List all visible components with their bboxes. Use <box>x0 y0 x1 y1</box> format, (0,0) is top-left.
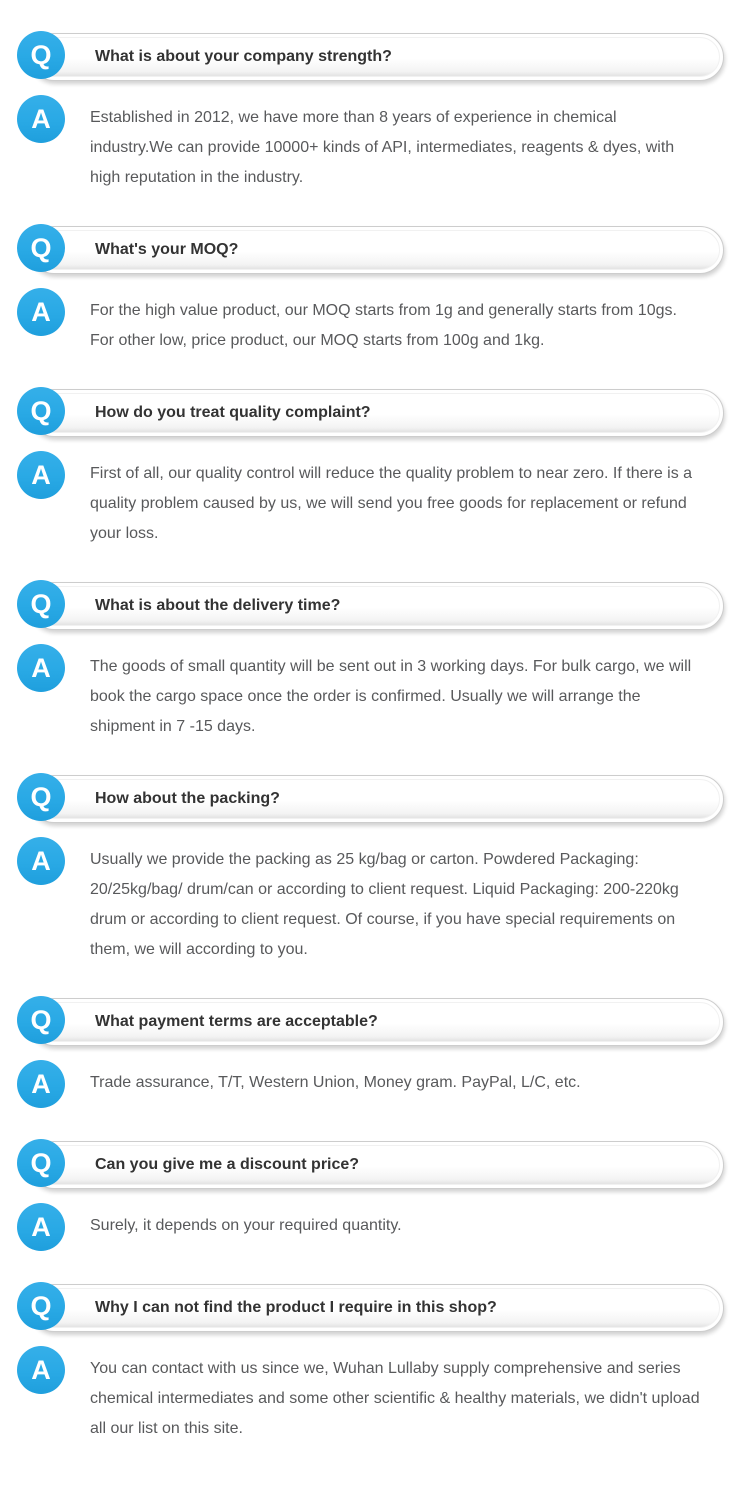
answer-row <box>17 296 724 356</box>
question-pill <box>30 33 724 81</box>
answer-badge-letter: A <box>31 1212 51 1242</box>
question-badge-letter: Q <box>30 1291 52 1321</box>
answer-badge-letter: A <box>31 460 51 490</box>
question-badge-icon <box>17 773 65 821</box>
question-badge-icon <box>17 580 65 628</box>
question-pill <box>30 582 724 630</box>
question-badge-letter: Q <box>30 233 52 263</box>
faq-item <box>17 582 724 742</box>
answer-text: For the high value product, our MOQ starts from 1g and generally starts from 10gs. For other low, price product, our MOQ starts from 100g and 1kg. <box>90 302 677 349</box>
question-pill <box>30 226 724 274</box>
answer-badge-icon <box>17 644 65 692</box>
question-text: What payment terms are acceptable? <box>34 1002 720 1042</box>
question-badge-letter: Q <box>30 1005 52 1035</box>
question-pill <box>30 998 724 1046</box>
answer-text: The goods of small quantity will be sent out in 3 working days. For bulk cargo, we will book the cargo space once the order is confirmed. Usually we will arrange the shipment in 7 -15 days. <box>90 658 692 735</box>
answer-row <box>17 103 724 193</box>
question-text: What's your MOQ? <box>34 230 720 270</box>
faq-item <box>17 1284 724 1444</box>
faq-item <box>17 1141 724 1251</box>
answer-badge-icon <box>17 288 65 336</box>
answer-row <box>17 459 724 549</box>
question-text: Can you give me a discount price? <box>34 1145 720 1185</box>
answer-badge-icon <box>17 837 65 885</box>
answer-badge-letter: A <box>31 1069 51 1099</box>
answer-row <box>17 845 724 965</box>
answer-text: Established in 2012, we have more than 8 years of experience in chemical industry.We can provide 10000+ kinds of API, intermediates, reagents & dyes, with high reputation in the industry. <box>90 109 675 186</box>
question-text: What is about the delivery time? <box>34 586 720 626</box>
answer-badge-icon <box>17 1060 65 1108</box>
question-badge-icon <box>17 387 65 435</box>
answer-row <box>17 1211 724 1251</box>
answer-row <box>17 1354 724 1444</box>
question-badge-letter: Q <box>30 40 52 70</box>
question-row <box>17 33 724 81</box>
answer-text: Usually we provide the packing as 25 kg/bag or carton. Powdered Packaging: 20/25kg/bag/ drum/can or according to client request. Liquid Packaging: 200-220kg drum or according to client request. Of course, if you have special requirements on them, we will according to you. <box>90 851 679 958</box>
faq-item <box>17 226 724 356</box>
question-row <box>17 582 724 630</box>
question-badge-icon <box>17 1282 65 1330</box>
question-badge-letter: Q <box>30 589 52 619</box>
answer-row <box>17 1068 724 1108</box>
faq-item <box>17 33 724 193</box>
answer-badge-letter: A <box>31 653 51 683</box>
question-badge-icon <box>17 31 65 79</box>
answer-text: First of all, our quality control will reduce the quality problem to near zero. If there is a quality problem caused by us, we will send you free goods for replacement or refund your loss. <box>90 465 693 542</box>
faq-item <box>17 775 724 965</box>
question-text: How do you treat quality complaint? <box>34 393 720 433</box>
question-badge-icon <box>17 996 65 1044</box>
answer-badge-icon <box>17 1203 65 1251</box>
faq-item <box>17 389 724 549</box>
answer-badge-letter: A <box>31 1355 51 1385</box>
answer-badge-icon <box>17 1346 65 1394</box>
question-row <box>17 1141 724 1189</box>
faq-item <box>17 998 724 1108</box>
question-badge-letter: Q <box>30 782 52 812</box>
answer-badge-icon <box>17 95 65 143</box>
question-pill <box>30 1141 724 1189</box>
answer-text: Trade assurance, T/T, Western Union, Money gram. PayPal, L/C, etc. <box>90 1074 581 1091</box>
question-pill <box>30 775 724 823</box>
question-row <box>17 998 724 1046</box>
question-text: What is about your company strength? <box>34 37 720 77</box>
question-pill <box>30 389 724 437</box>
question-text: Why I can not find the product I require in this shop? <box>34 1288 720 1328</box>
question-badge-icon <box>17 224 65 272</box>
answer-row <box>17 652 724 742</box>
question-row <box>17 389 724 437</box>
question-pill <box>30 1284 724 1332</box>
answer-badge-icon <box>17 451 65 499</box>
answer-text: Surely, it depends on your required quantity. <box>90 1217 402 1234</box>
question-badge-letter: Q <box>30 396 52 426</box>
answer-text: You can contact with us since we, Wuhan Lullaby supply comprehensive and series chemical intermediates and some other scientific & healthy materials, we didn't upload all our list on this site. <box>90 1360 700 1437</box>
question-row <box>17 226 724 274</box>
answer-badge-letter: A <box>31 846 51 876</box>
answer-badge-letter: A <box>31 104 51 134</box>
answer-badge-letter: A <box>31 297 51 327</box>
question-row <box>17 1284 724 1332</box>
question-row <box>17 775 724 823</box>
question-badge-letter: Q <box>30 1148 52 1178</box>
question-text: How about the packing? <box>34 779 720 819</box>
question-badge-icon <box>17 1139 65 1187</box>
